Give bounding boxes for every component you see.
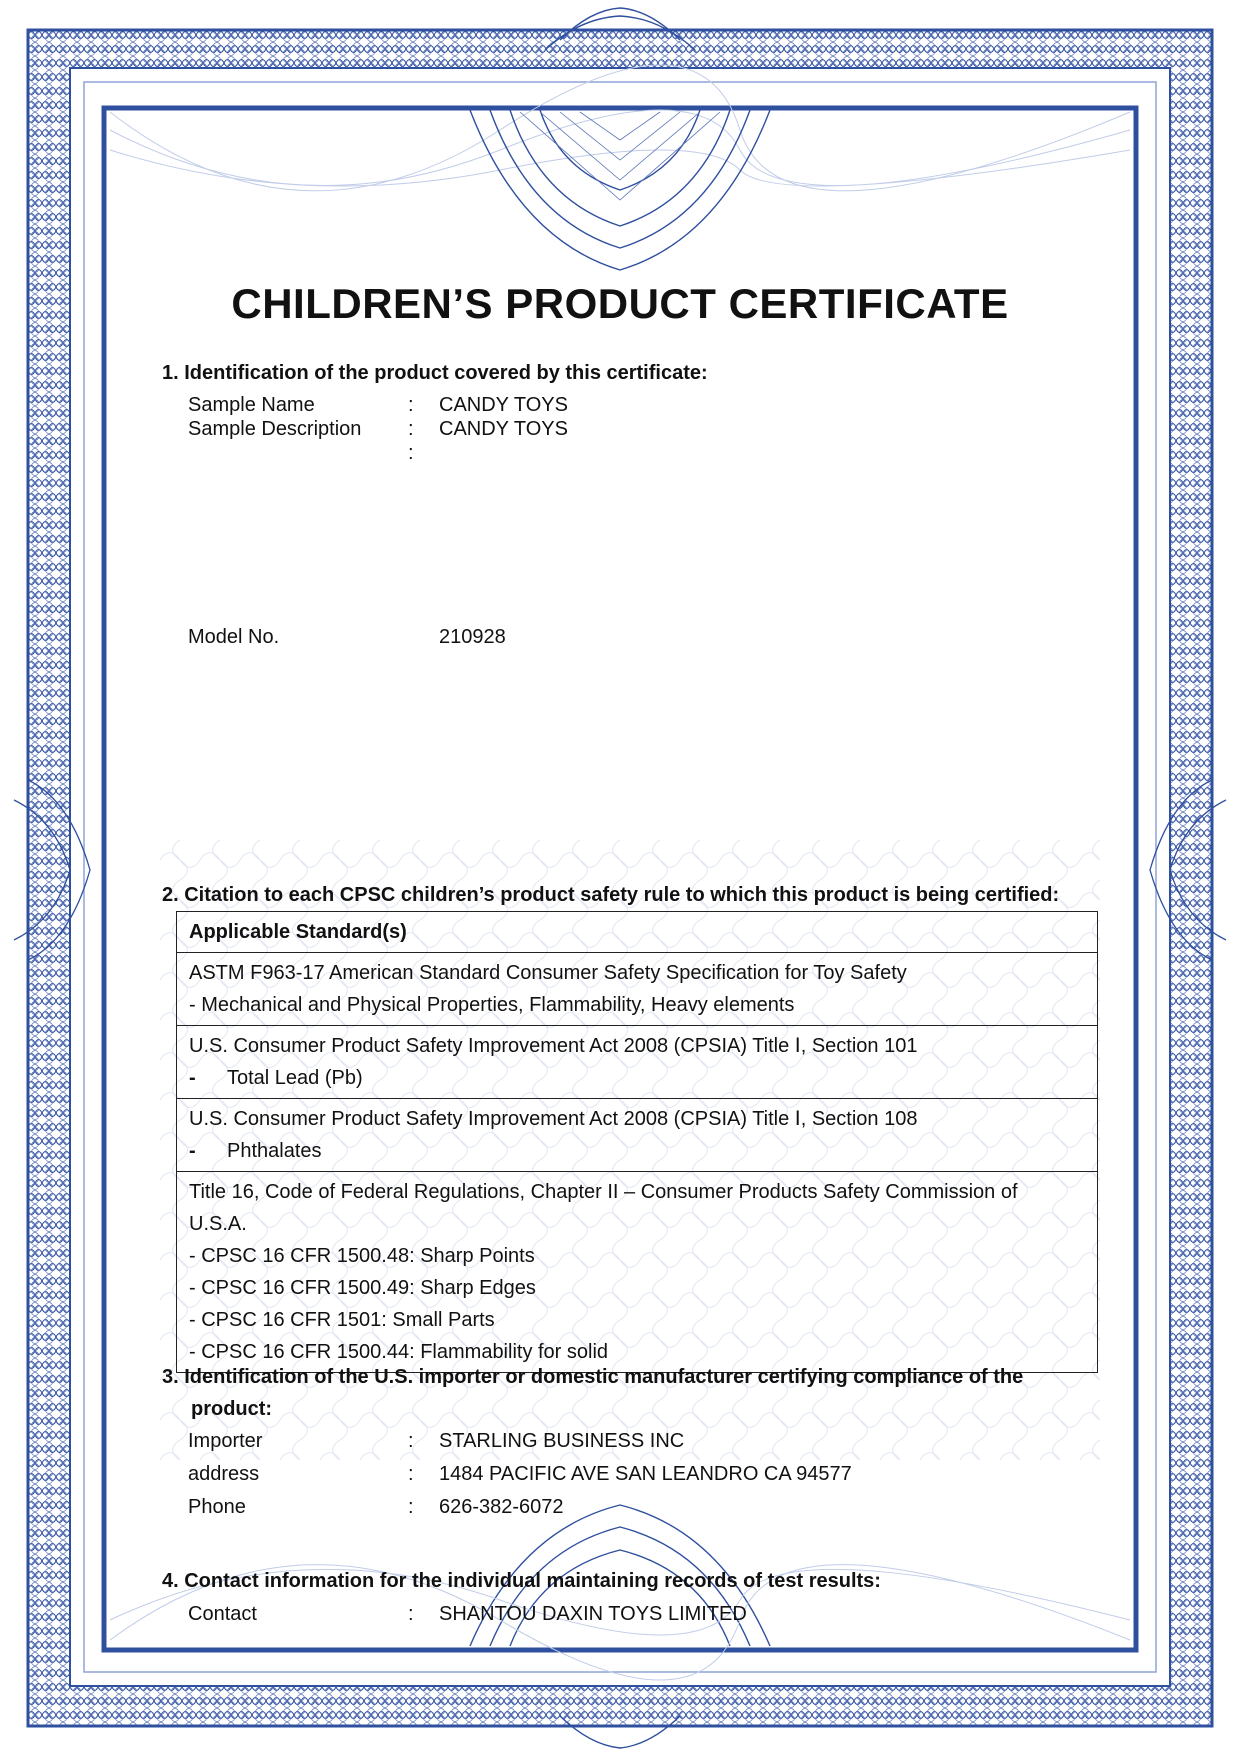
field-value-contact: SHANTOU DAXIN TOYS LIMITED	[439, 1603, 747, 1625]
field-sep: :	[408, 1463, 414, 1485]
table-header-row	[177, 912, 1098, 953]
standard-line: - Mechanical and Physical Properties, Flammability, Heavy elements	[189, 994, 795, 1016]
standards-table	[176, 911, 1098, 1373]
field-value-sample-name: CANDY TOYS	[439, 394, 568, 416]
standard-line: ASTM F963-17 American Standard Consumer Safety Specification for Toy Safety	[189, 962, 907, 984]
field-sep: :	[408, 418, 414, 440]
standard-item: - CPSC 16 CFR 1500.44: Flammability for solid	[189, 1341, 609, 1363]
standard-line: U.S.A.	[189, 1213, 247, 1235]
field-sep: :	[408, 394, 414, 416]
field-sep: :	[408, 442, 414, 464]
section1-heading: 1. Identification of the product covered by this certificate:	[162, 362, 708, 384]
field-value-sample-description: CANDY TOYS	[439, 418, 568, 440]
section2-heading: 2. Citation to each CPSC children’s product safety rule to which this product is being certified:	[162, 884, 1060, 906]
standard-line: U.S. Consumer Product Safety Improvement Act 2008 (CPSIA) Title Ⅰ, Section 108	[189, 1108, 918, 1130]
section4-heading: 4. Contact information for the individual maintaining records of test results:	[162, 1570, 881, 1592]
table-row	[177, 953, 1098, 1026]
table-row	[177, 1026, 1098, 1099]
field-sep: :	[408, 1430, 414, 1452]
field-value-phone: 626-382-6072	[439, 1496, 564, 1518]
field-value-address: 1484 PACIFIC AVE SAN LEANDRO CA 94577	[439, 1463, 852, 1485]
table-row	[177, 1099, 1098, 1172]
field-label-contact: Contact	[188, 1603, 257, 1625]
standard-line: U.S. Consumer Product Safety Improvement Act 2008 (CPSIA) Title Ⅰ, Section 101	[189, 1035, 918, 1057]
field-sep: :	[408, 1496, 414, 1518]
certificate-title: CHILDREN’S PRODUCT CERTIFICATE	[231, 280, 1009, 327]
field-label-sample-description: Sample Description	[188, 418, 362, 440]
standard-item: Total Lead (Pb)	[227, 1067, 363, 1089]
field-sep: :	[408, 1603, 414, 1625]
field-label-model-no: Model No.	[188, 626, 280, 648]
field-label-address: address	[188, 1463, 260, 1485]
field-label-importer: Importer	[188, 1430, 263, 1452]
standard-item: Phthalates	[227, 1140, 322, 1162]
section3-heading: 3. Identification of the U.S. importer or domestic manufacturer certifying compliance of the	[162, 1366, 1024, 1388]
field-label-phone: Phone	[188, 1496, 246, 1518]
field-label-sample-name: Sample Name	[188, 394, 315, 416]
bullet: -	[189, 1067, 196, 1089]
field-value-model-no: 210928	[439, 626, 506, 648]
table-header: Applicable Standard(s)	[177, 912, 1098, 953]
standard-line: Title 16, Code of Federal Regulations, Chapter II – Consumer Products Safety Commission of	[189, 1181, 1018, 1203]
table-row	[177, 1172, 1098, 1373]
field-value-importer: STARLING BUSINESS INC	[439, 1430, 685, 1452]
section3-heading-cont: product:	[191, 1398, 273, 1420]
standard-item: - CPSC 16 CFR 1500.48: Sharp Points	[189, 1245, 535, 1267]
standard-item: - CPSC 16 CFR 1500.49: Sharp Edges	[189, 1277, 536, 1299]
bullet: -	[189, 1140, 196, 1162]
standard-item: - CPSC 16 CFR 1501: Small Parts	[189, 1309, 495, 1331]
